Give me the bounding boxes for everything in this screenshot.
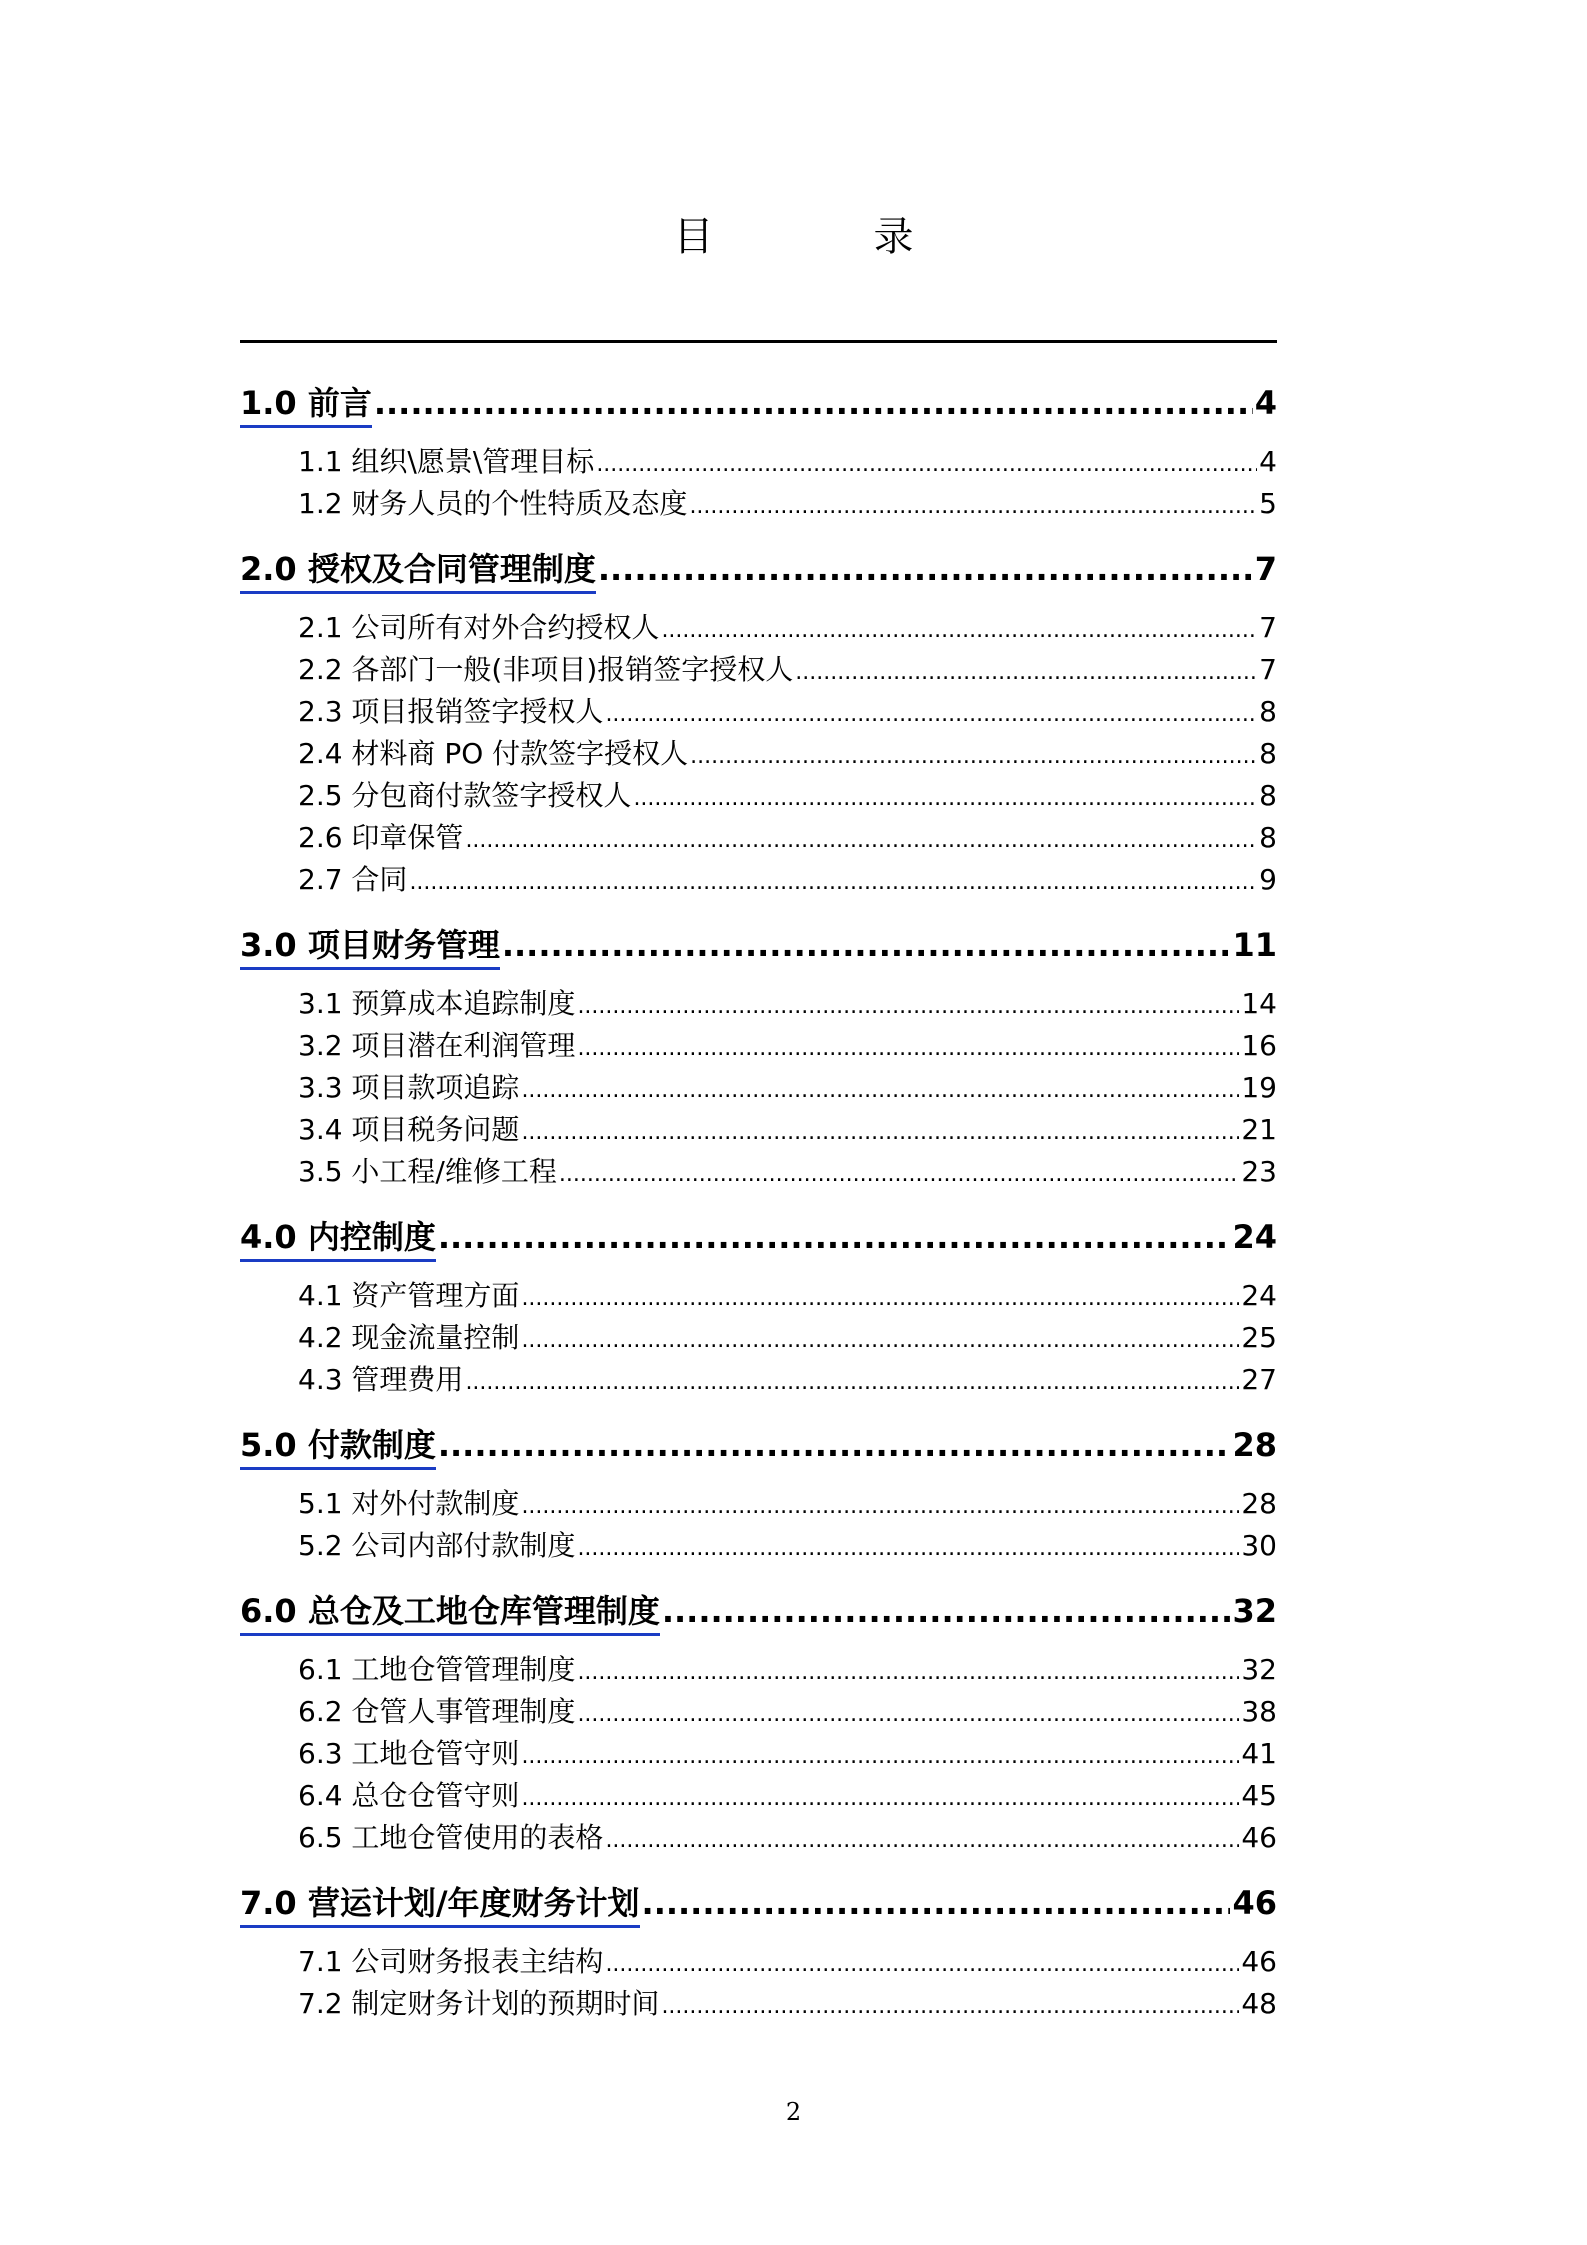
- toc-section-entry[interactable]: [298, 1690, 1277, 1732]
- toc-section-page: 32: [1241, 1653, 1277, 1686]
- toc-section-label[interactable]: 3.3 项目款项追踪: [298, 1071, 520, 1104]
- toc-section-page: 8: [1259, 695, 1277, 728]
- toc-section-label[interactable]: 6.4 总仓仓管守则: [298, 1779, 520, 1812]
- toc-section-entry[interactable]: [298, 1648, 1277, 1690]
- dot-leader: [642, 1884, 1231, 1922]
- toc-section-entry[interactable]: [298, 774, 1277, 816]
- dot-leader: [521, 1786, 1239, 1811]
- toc-section-label[interactable]: 7.1 公司财务报表主结构: [298, 1945, 604, 1978]
- dot-leader: [577, 1660, 1239, 1685]
- toc-section-entry[interactable]: [298, 1940, 1277, 1982]
- toc-chapter-label[interactable]: 7.0 营运计划/年度财务计划: [240, 1878, 640, 1928]
- dot-leader: [633, 786, 1257, 811]
- toc-section-entry[interactable]: [298, 1024, 1277, 1066]
- toc-chapter-label[interactable]: 5.0 付款制度: [240, 1420, 436, 1470]
- toc-chapter-entry[interactable]: [240, 544, 1277, 592]
- toc-section-entry[interactable]: [298, 982, 1277, 1024]
- toc-section-label[interactable]: 2.3 项目报销签字授权人: [298, 695, 604, 728]
- toc-title: 目 录: [673, 214, 974, 260]
- toc-chapter-page: 7: [1254, 550, 1277, 588]
- toc-section-list: [240, 1940, 1277, 2024]
- dot-leader: [577, 994, 1239, 1019]
- dot-leader: [689, 494, 1257, 519]
- toc-section-entry[interactable]: [298, 1524, 1277, 1566]
- dot-leader: [577, 1036, 1239, 1061]
- toc-section-label[interactable]: 5.2 公司内部付款制度: [298, 1529, 576, 1562]
- toc-section-list: [240, 1274, 1277, 1400]
- dot-leader: [795, 660, 1257, 685]
- toc-chapter-page: 28: [1232, 1426, 1277, 1464]
- toc-chapter-entry[interactable]: [240, 920, 1277, 968]
- toc-chapter-entry[interactable]: [240, 1586, 1277, 1634]
- dot-leader: [605, 1828, 1239, 1853]
- toc-section-page: 5: [1259, 487, 1277, 520]
- table-of-contents: [240, 378, 1277, 2044]
- toc-section-entry[interactable]: [298, 1482, 1277, 1524]
- toc-section-page: 45: [1241, 1779, 1277, 1812]
- dot-leader: [605, 1952, 1239, 1977]
- dot-leader: [465, 828, 1257, 853]
- dot-leader: [598, 550, 1253, 588]
- dot-leader: [438, 1218, 1231, 1256]
- dot-leader: [521, 1744, 1239, 1769]
- toc-section-list: [240, 1648, 1277, 1858]
- dot-leader: [521, 1328, 1239, 1353]
- toc-section-label[interactable]: 4.3 管理费用: [298, 1363, 464, 1396]
- toc-section-label[interactable]: 3.5 小工程/维修工程: [298, 1155, 557, 1188]
- toc-section-page: 27: [1241, 1363, 1277, 1396]
- toc-section-page: 46: [1241, 1821, 1277, 1854]
- toc-section-label[interactable]: 2.7 合同: [298, 863, 408, 896]
- dot-leader: [596, 452, 1257, 477]
- toc-section-page: 16: [1241, 1029, 1277, 1062]
- toc-section-label[interactable]: 5.1 对外付款制度: [298, 1487, 520, 1520]
- toc-section-entry[interactable]: [298, 732, 1277, 774]
- toc-section-label[interactable]: 1.1 组织\愿景\管理目标: [298, 445, 595, 478]
- toc-section-page: 48: [1241, 1987, 1277, 2020]
- page-number: 2: [785, 2098, 802, 2126]
- toc-section-label[interactable]: 1.2 财务人员的个性特质及态度: [298, 487, 688, 520]
- dot-leader: [661, 1994, 1239, 2019]
- toc-section-page: 9: [1259, 863, 1277, 896]
- toc-chapter-entry[interactable]: [240, 1420, 1277, 1468]
- toc-section-page: 23: [1241, 1155, 1277, 1188]
- dot-leader: [409, 870, 1257, 895]
- toc-section-list: [240, 1482, 1277, 1566]
- toc-section-page: 8: [1259, 821, 1277, 854]
- toc-chapter-entry[interactable]: [240, 1212, 1277, 1260]
- dot-leader: [662, 1592, 1231, 1630]
- dot-leader: [521, 1494, 1239, 1519]
- toc-section-entry[interactable]: [298, 1150, 1277, 1192]
- toc-section-label[interactable]: 2.4 材料商 PO 付款签字授权人: [298, 737, 689, 770]
- toc-section-label[interactable]: 4.1 资产管理方面: [298, 1279, 520, 1312]
- toc-section-entry[interactable]: [298, 1774, 1277, 1816]
- dot-leader: [661, 618, 1257, 643]
- toc-section-page: 8: [1259, 779, 1277, 812]
- toc-section-page: 38: [1241, 1695, 1277, 1728]
- toc-section-page: 19: [1241, 1071, 1277, 1104]
- toc-chapter-page: 24: [1232, 1218, 1277, 1256]
- toc-section-list: [240, 982, 1277, 1192]
- toc-section-label[interactable]: 6.5 工地仓管使用的表格: [298, 1821, 604, 1854]
- dot-leader: [521, 1078, 1239, 1103]
- toc-section-entry[interactable]: [298, 690, 1277, 732]
- dot-leader: [502, 926, 1231, 964]
- toc-section-entry[interactable]: [298, 606, 1277, 648]
- toc-section-page: 41: [1241, 1737, 1277, 1770]
- toc-section-entry[interactable]: [298, 1732, 1277, 1774]
- dot-leader: [690, 744, 1257, 769]
- toc-section-entry[interactable]: [298, 482, 1277, 524]
- dot-leader: [521, 1120, 1239, 1145]
- dot-leader: [577, 1702, 1239, 1727]
- toc-chapter-page: 11: [1232, 926, 1277, 964]
- dot-leader: [521, 1286, 1239, 1311]
- toc-chapter-label[interactable]: 2.0 授权及合同管理制度: [240, 544, 596, 594]
- toc-section-entry[interactable]: [298, 816, 1277, 858]
- dot-leader: [559, 1162, 1239, 1187]
- dot-leader: [577, 1536, 1239, 1561]
- toc-chapter-label[interactable]: 6.0 总仓及工地仓库管理制度: [240, 1586, 660, 1636]
- toc-section-page: 7: [1259, 611, 1277, 644]
- toc-section-label[interactable]: 2.5 分包商付款签字授权人: [298, 779, 632, 812]
- toc-section-entry[interactable]: [298, 858, 1277, 900]
- toc-section-entry[interactable]: [298, 1358, 1277, 1400]
- toc-chapter-label[interactable]: 3.0 项目财务管理: [240, 920, 500, 970]
- toc-section-list: [240, 606, 1277, 900]
- toc-chapter-entry[interactable]: [240, 1878, 1277, 1926]
- toc-section-entry[interactable]: [298, 648, 1277, 690]
- toc-section-entry[interactable]: [298, 1816, 1277, 1858]
- toc-section-entry[interactable]: [298, 1316, 1277, 1358]
- toc-section-label[interactable]: 6.2 仓管人事管理制度: [298, 1695, 576, 1728]
- toc-section-list: [240, 440, 1277, 524]
- toc-section-page: 28: [1241, 1487, 1277, 1520]
- toc-section-label[interactable]: 3.1 预算成本追踪制度: [298, 987, 576, 1020]
- toc-section-label[interactable]: 6.3 工地仓管守则: [298, 1737, 520, 1770]
- toc-section-page: 4: [1259, 445, 1277, 478]
- toc-section-entry[interactable]: [298, 440, 1277, 482]
- toc-chapter-page: 4: [1254, 384, 1277, 422]
- toc-chapter-page: 46: [1232, 1884, 1277, 1922]
- toc-section-label[interactable]: 6.1 工地仓管管理制度: [298, 1653, 576, 1686]
- toc-section-entry[interactable]: [298, 1274, 1277, 1316]
- toc-section-page: 7: [1259, 653, 1277, 686]
- dot-leader: [605, 702, 1257, 727]
- toc-chapter-entry[interactable]: [240, 378, 1277, 426]
- toc-section-page: 30: [1241, 1529, 1277, 1562]
- toc-section-label[interactable]: 2.6 印章保管: [298, 821, 464, 854]
- toc-chapter-page: 32: [1232, 1592, 1277, 1630]
- toc-section-entry[interactable]: [298, 1108, 1277, 1150]
- toc-section-label[interactable]: 2.1 公司所有对外合约授权人: [298, 611, 660, 644]
- toc-section-page: 25: [1241, 1321, 1277, 1354]
- dot-leader: [465, 1370, 1239, 1395]
- toc-section-page: 46: [1241, 1945, 1277, 1978]
- toc-section-label[interactable]: 4.2 现金流量控制: [298, 1321, 520, 1354]
- toc-section-label[interactable]: 3.2 项目潜在利润管理: [298, 1029, 576, 1062]
- toc-section-label[interactable]: 3.4 项目税务问题: [298, 1113, 520, 1146]
- toc-section-entry[interactable]: [298, 1066, 1277, 1108]
- toc-section-page: 21: [1241, 1113, 1277, 1146]
- dot-leader: [374, 384, 1253, 422]
- toc-chapter-label[interactable]: 1.0 前言: [240, 378, 372, 428]
- toc-section-page: 14: [1241, 987, 1277, 1020]
- title-rule: [240, 340, 1277, 343]
- toc-section-page: 8: [1259, 737, 1277, 770]
- toc-section-label[interactable]: 7.2 制定财务计划的预期时间: [298, 1987, 660, 2020]
- toc-section-page: 24: [1241, 1279, 1277, 1312]
- toc-section-label[interactable]: 2.2 各部门一般(非项目)报销签字授权人: [298, 653, 794, 686]
- toc-section-entry[interactable]: [298, 1982, 1277, 2024]
- dot-leader: [438, 1426, 1231, 1464]
- toc-chapter-label[interactable]: 4.0 内控制度: [240, 1212, 436, 1262]
